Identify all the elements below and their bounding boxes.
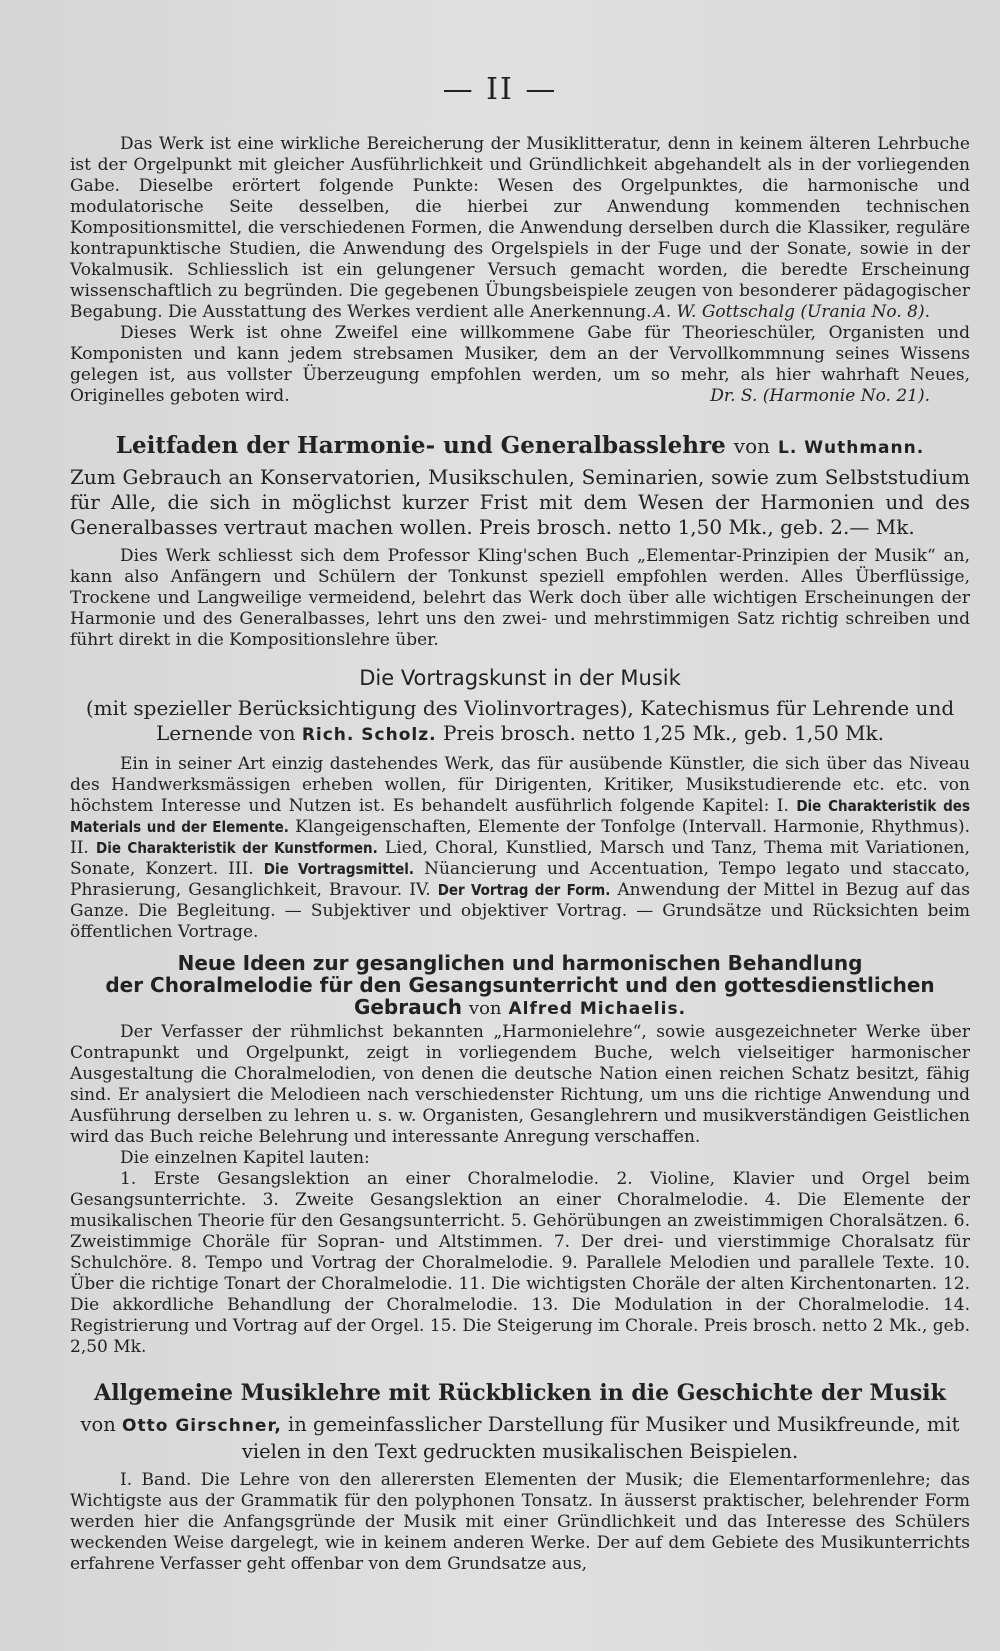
section-3-title [70, 952, 970, 1020]
section-2-desc-b: Preis brosch. netto 1,25 Mk., geb. 1,50 Mk. [442, 721, 885, 745]
section-3-title-line-3: Gebrauch [353, 995, 462, 1019]
section-4-body: I. Band. Die Lehre von den allerersten Elementen der Musik; die Elementarformenlehre; das Wichtigste aus der Grammatik für den polyphonen Tonsatz. In äusserst praktischer, belehrender Form werden hier die Anfangsgründe der Musik mit einer Gründlichkeit und das Interesse des Schülers weckenden Weise dargelegt, wie in keinem anderen Werke. Der auf dem Gebiete des Musikunterrichts erfahrene Verfasser geht offenbar von dem Grundsatze aus, [70, 1470, 970, 1574]
section-2-chapter-1: Die Charakteristik des Materials und der Elemente. [70, 797, 970, 836]
section-3-body: Der Verfasser der rühmlichst bekannten „Harmonielehre“, sowie ausgezeichneter Werke über Contrapunkt und Orgelpunkt, zeigt in vorliegendem Buche, welch vielseitiger harmonischer Ausgestaltung die Choralmelodien, von denen die deutsche Nation einen reichen Schatz besitzt, fähig sind. Er analysiert die Melodieen nach verschiedenster Richtung, um uns die richtige Anwendung und Ausführung derselben zu lehren u. s. w. Organisten, Gesanglehrern und musikverständigen Geistlichen wird das Buch reiche Belehrung und interessante Anregung verschaffen. [70, 1022, 970, 1147]
page-number: — II — [442, 72, 558, 107]
section-2-chapter-3: Die Vortragsmittel. [263, 860, 415, 878]
section-1-title [70, 432, 970, 459]
section-2-body-d: Nüancierung und Accentuation, Tempo legato und staccato, Phrasierung, Gesanglichkeit, Bravour. IV. [70, 859, 971, 900]
section-1-desc: Zum Gebrauch an Konservatorien, Musikschulen, Seminarien, sowie zum Selbststudium für Alle, die sich in möglichst kurzer Frist mit dem Wesen der Harmonien und des Generalbasses vertraut machen wollen. Preis brosch. netto 1,50 Mk., geb. 2.— Mk. [70, 465, 970, 539]
section-2-body-c: Lied, Choral, Kunstlied, Marsch und Tanz, Thema mit Variationen, Sonate, Konzert. III. [70, 838, 971, 879]
review-2-cite: Dr. S. (Harmonie No. 21). [710, 386, 930, 406]
section-2-body-b: Klangeigenschaften, Elemente der Tonfolge (Intervall. Harmonie, Rhythmus). II. [70, 817, 970, 858]
section-2-desc [70, 696, 970, 748]
section-4-title: Allgemeine Musiklehre mit Rückblicken in die Geschichte der Musik [94, 1380, 946, 1406]
section-vortragskunst [70, 666, 970, 943]
section-3-title-line-2: der Choralmelodie für den Gesangsunterricht und den gottesdienstlichen [105, 973, 935, 997]
review-2-text: Dieses Werk ist ohne Zweifel eine willkommene Gabe für Theorieschüler, Organisten und Komponisten und kann jedem strebsamen Musiker, dem an der Vervollkommnung seines Wissens gelegen ist, aus vollster Überzeugung empfohlen werden, um so mehr, als hier wahrhaft Neues, Originelles geboten wird. [70, 323, 970, 406]
review-1-text: Das Werk ist eine wirkliche Bereicherung der Musiklitteratur, denn in keinem älteren Lehrbuche ist der Orgelpunkt mit gleicher Ausführlichkeit und Gründlichkeit abgehandelt als in der vorliegenden Gabe. Dieselbe erörtert folgende Punkte: Wesen des Orgelpunktes, die harmonische und modulatorische Seite desselben, die hierbei zur Anwendung kommenden technischen Kompositionsmittel, die verschiedenen Formen, die Anwendung derselben durch die Klassiker, reguläre kontrapunktische Studien, die Anwendung des Orgelspiels in der Fuge und der Sonate, sowie in der Vokalmusik. Schliesslich ist ein gelungener Versuch gemacht worden, die beredte Erscheinung wissenschaftlich zu begründen. Die gegebenen Übungsbeispiele zeugen von besonderer pädagogischer Begabung. Die Ausstattung des Werkes verdient alle Anerkennung. [70, 134, 970, 322]
section-2-title: Die Vortragskunst in der Musik [359, 666, 681, 690]
section-4-desc-text: in gemeinfasslicher Darstellung für Musiker und Musikfreunde, mit vielen in den Text gedruckten musikalischen Beispielen. [241, 1413, 960, 1463]
section-2-author: Rich. Scholz. [301, 725, 437, 745]
section-2-body [70, 754, 970, 943]
section-3-title-von: von [468, 998, 502, 1019]
section-1-title-text: Leitfaden der Harmonie- und Generalbasslehre [115, 432, 726, 459]
section-3-title-line-1: Neue Ideen zur gesanglichen und harmonischen Behandlung [177, 951, 863, 975]
section-musiklehre [70, 1380, 970, 1575]
section-harmonielehre [70, 432, 970, 651]
section-4-author: Otto Girschner, [122, 1416, 282, 1436]
review-block-1 [70, 134, 970, 407]
section-1-title-von: von [733, 434, 771, 458]
section-3-chapters: 1. Erste Gesangslektion an einer Choralmelodie. 2. Violine, Klavier und Orgel beim Gesangsunterrichte. 3. Zweite Gesangslektion an einer Choralmelodie. 4. Die Elemente der musikalischen Theorie für den Gesangsunterricht. 5. Gehörübungen an zweistimmigen Choralsätzen. 6. Zweistimmige Choräle für Sopran- und Altstimmen. 7. Der drei- und vierstimmige Choralsatz für Schulchöre. 8. Tempo und Vortrag der Choralmelodie. 9. Parallele Melodien und parallele Texte. 10. Über die richtige Tonart der Choralmelodie. 11. Die wichtigsten Choräle der alten Kirchentonarten. 12. Die akkordliche Behandlung der Choralmelodie. 13. Die Modulation in der Choralmelodie. 14. Registrierung und Vortrag auf der Orgel. 15. Die Steigerung im Chorale. Preis brosch. netto 2 Mk., geb. 2,50 Mk. [70, 1169, 970, 1357]
review-1-cite: A. W. Gottschalg (Urania No. 8). [653, 302, 930, 322]
section-4-von: von [80, 1413, 116, 1436]
section-1-author: L. Wuthmann. [778, 438, 925, 458]
section-2-body-a: Ein in seiner Art einzig dastehendes Werk, das für ausübende Künstler, die sich über das Niveau des Handwerksmässigen erheben wollen, für Dirigenten, Kritiker, Musikstudierende etc. etc. von höchstem Interesse und Nutzen ist. Es behandelt ausführlich folgende Kapitel: I. [70, 754, 970, 816]
section-4-desc [70, 1412, 970, 1464]
section-2-desc-a: (mit spezieller Berücksichtigung des Violinvortrages), Katechismus für Lehrende und Lernende von [85, 696, 955, 745]
section-3-chapters-intro: Die einzelnen Kapitel lauten: [120, 1148, 370, 1168]
section-choralmelodie [70, 952, 970, 1358]
section-2-chapter-4: Der Vortrag der Form. [437, 881, 611, 899]
section-1-body: Dies Werk schliesst sich dem Professor Kling'schen Buch „Elementar-Prinzipien der Musik“ an, kann also Anfängern und Schülern der Tonkunst speziell empfohlen werden. Alles Überflüssige, Trockene und Langweilige vermeidend, belehrt das Werk doch über alle wichtigen Erscheinungen der Harmonie und des Generalbasses, lehrt uns den zwei- und mehrstimmigen Satz richtig schreiben und führt direkt in die Kompositionslehre über. [70, 546, 970, 650]
section-3-author: Alfred Michaelis. [508, 999, 687, 1019]
section-2-body-e: Anwendung der Mittel in Bezug auf das Ganze. Die Begleitung. — Subjektiver und objektiver Vortrag. — Grundsätze und Rücksichten beim öffentlichen Vortrage. [70, 880, 970, 942]
section-2-chapter-2: Die Charakteristik der Kunstformen. [96, 839, 378, 857]
